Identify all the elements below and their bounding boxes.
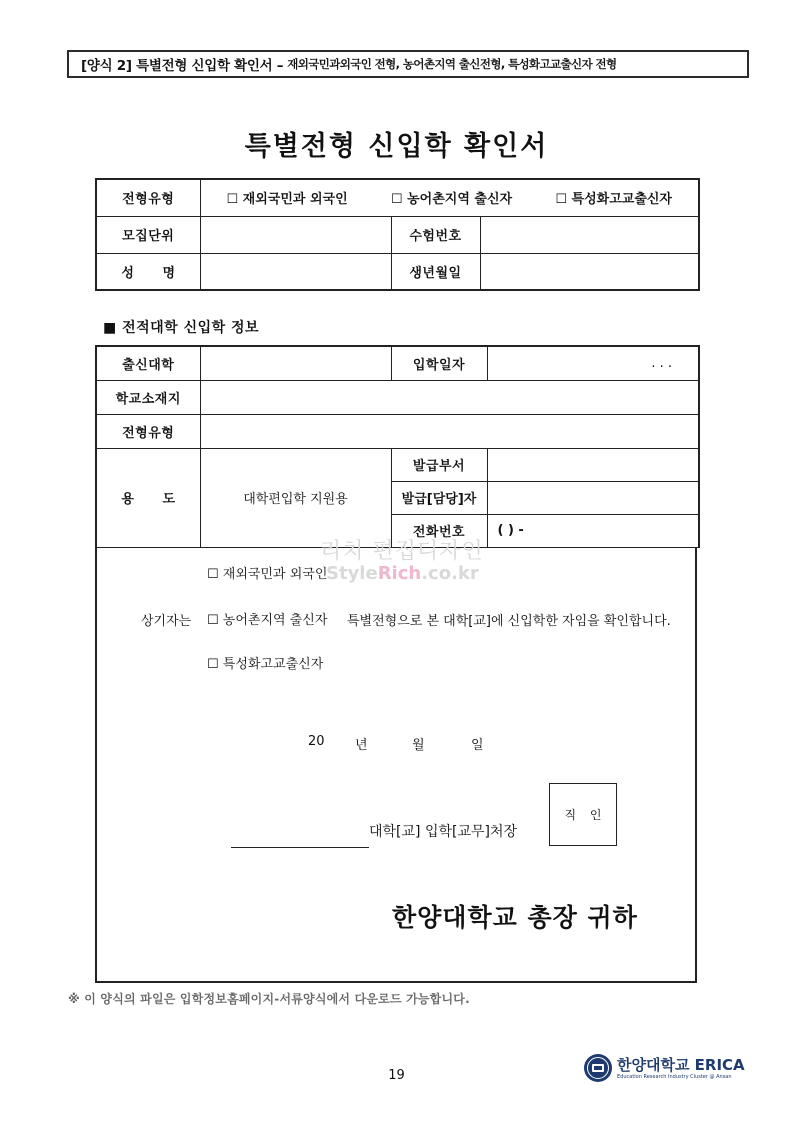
issuer-label: 발급[담당]자 <box>391 481 487 514</box>
prev-type-label: 전형유형 <box>96 414 200 448</box>
location-field[interactable] <box>200 380 699 414</box>
school-label: 출신대학 <box>96 346 200 380</box>
unit-field[interactable] <box>200 216 391 253</box>
name-field[interactable] <box>200 253 391 290</box>
form-header <box>67 50 749 78</box>
exam-no-label: 수험번호 <box>391 216 480 253</box>
seal-box: 직 인 <box>549 783 617 846</box>
option-rural[interactable]: ☐ 농어촌지역 출신자 <box>390 192 513 208</box>
watermark-site-a: Style <box>326 563 378 584</box>
document-title: 특별전형 신입학 확인서 <box>244 131 549 162</box>
location-label: 학교소재지 <box>96 380 200 414</box>
watermark-site <box>326 563 479 584</box>
section-heading: ■ 전적대학 신입학 정보 <box>103 320 260 336</box>
unit-label: 모집단위 <box>96 216 200 253</box>
purpose-value: 대학편입학 지원용 <box>200 448 391 547</box>
university-emblem-icon <box>583 1053 613 1083</box>
watermark-text: 리치 편집디자인 <box>320 539 484 564</box>
confirm-option-rural[interactable]: ☐ 농어촌지역 출신자 <box>207 613 328 628</box>
watermark-site-b: Rich <box>377 563 422 584</box>
confirmation-lead: 상기자는 <box>141 614 192 629</box>
page-number: 19 <box>388 1068 405 1083</box>
footnote: ※ 이 양식의 파일은 입학정보홈페이지-서류양식에서 다운로드 가능합니다. <box>68 992 470 1006</box>
form-header-main: [양식 2] 특별전형 신입학 확인서 – <box>81 58 284 74</box>
form-header-sub: 재외국민과외국인 전형, 농어촌지역 출신전형, 특성화고교출신자 전형 <box>287 57 617 71</box>
date-month-label: 월 <box>412 738 425 753</box>
type-label: 전형유형 <box>96 179 200 216</box>
option-overseas[interactable]: ☐ 재외국민과 외국인 <box>226 192 348 208</box>
applicant-table <box>95 178 700 291</box>
exam-no-field[interactable] <box>480 216 699 253</box>
logo-tagline: Education Research Industry Cluster @ Ansan <box>617 1074 732 1080</box>
logo-name: 한양대학교 ERICA <box>617 1056 745 1074</box>
date-year-label: 년 <box>355 738 368 753</box>
phone-field[interactable]: ( ) - <box>487 514 699 547</box>
type-options <box>200 179 699 216</box>
birth-field[interactable] <box>480 253 699 290</box>
date-year-prefix: 20 <box>308 734 325 749</box>
prev-type-field[interactable] <box>200 414 699 448</box>
entry-date-field[interactable]: . . . <box>487 346 699 380</box>
issue-dept-label: 발급부서 <box>391 448 487 481</box>
phone-label: 전화번호 <box>391 514 487 547</box>
confirmation-statement: 특별전형으로 본 대학[교]에 신입학한 자임을 확인합니다. <box>347 614 671 629</box>
addressee: 한양대학교 총장 귀하 <box>392 903 638 932</box>
birth-label: 생년월일 <box>391 253 480 290</box>
name-label: 성 명 <box>96 253 200 290</box>
confirm-option-vocational[interactable]: ☐ 특성화고교출신자 <box>207 657 324 672</box>
entry-date-label: 입학일자 <box>391 346 487 380</box>
school-field[interactable] <box>200 346 391 380</box>
confirm-option-overseas[interactable]: ☐ 재외국민과 외국인 <box>207 567 328 582</box>
date-day-label: 일 <box>471 738 484 753</box>
signer-title: 대학[교] 입학[교무]처장 <box>369 824 518 840</box>
watermark-site-c: .co.kr <box>421 563 479 584</box>
issuer-field[interactable] <box>487 481 699 514</box>
prev-school-table <box>95 345 700 548</box>
issue-dept-field[interactable] <box>487 448 699 481</box>
signature-line[interactable] <box>231 847 369 848</box>
purpose-label: 용 도 <box>96 448 200 547</box>
option-vocational[interactable]: ☐ 특성화고교출신자 <box>555 192 672 208</box>
